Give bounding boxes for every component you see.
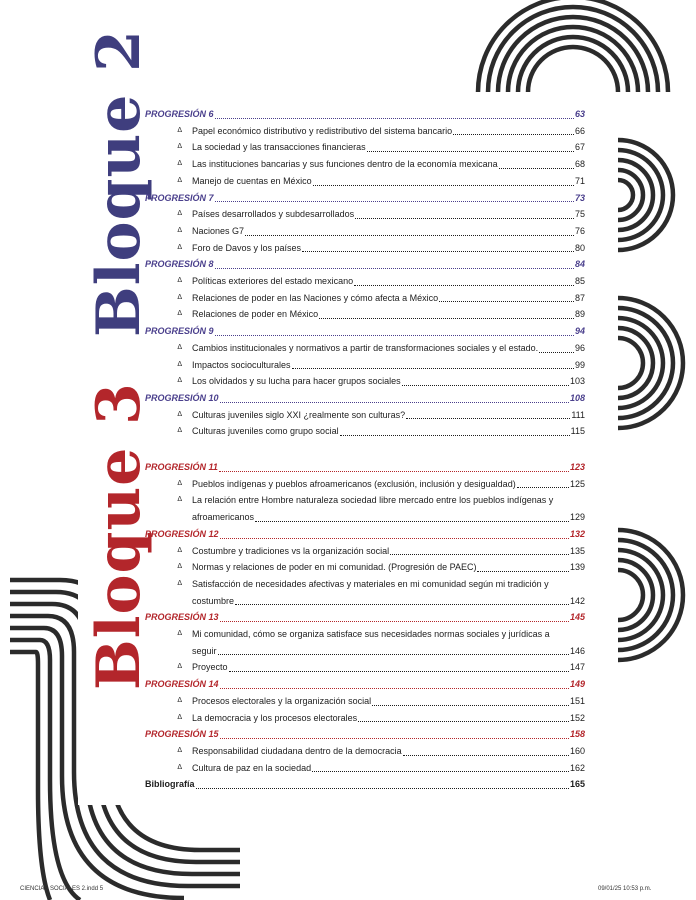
triangle-bullet-icon: Δ bbox=[177, 579, 182, 587]
toc-item[interactable]: Δ La relación entre Hombre naturaleza sociedad libre mercado entre los pueblos indígenas y afroamericanos 129 bbox=[145, 492, 585, 525]
toc-item[interactable]: Δ Culturas juveniles como grupo social 115 bbox=[145, 423, 585, 440]
block-2-title: Bloque 2 bbox=[84, 29, 154, 337]
toc-item[interactable]: Δ Procesos electorales y la organización social 151 bbox=[145, 693, 585, 710]
right-arc-stripes-3 bbox=[618, 530, 683, 660]
triangle-bullet-icon: Δ bbox=[177, 496, 182, 504]
progression-7[interactable]: PROGRESIÓN 7 73 bbox=[145, 192, 585, 203]
toc-item[interactable]: Δ Los olvidados y su lucha para hacer grupos sociales 103 bbox=[145, 373, 585, 390]
top-arch-stripes bbox=[478, 0, 668, 92]
triangle-bullet-icon: Δ bbox=[177, 563, 182, 571]
triangle-bullet-icon: Δ bbox=[177, 377, 182, 385]
bibliography-entry[interactable] bbox=[145, 776, 585, 793]
toc-item[interactable]: Δ Impactos socioculturales 99 bbox=[145, 357, 585, 374]
triangle-bullet-icon: Δ bbox=[177, 746, 182, 754]
toc-item[interactable]: Δ Culturas juveniles siglo XXI ¿realmente son culturas? 111 bbox=[145, 407, 585, 424]
toc-item[interactable]: Δ Mi comunidad, cómo se organiza satisface sus necesidades normas sociales y jurídicas a seguir 146 bbox=[145, 626, 585, 659]
triangle-bullet-icon: Δ bbox=[177, 763, 182, 771]
toc-item[interactable]: Δ Responsabilidad ciudadana dentro de la democracia 160 bbox=[145, 743, 585, 760]
triangle-bullet-icon: Δ bbox=[177, 143, 182, 151]
triangle-bullet-icon: Δ bbox=[177, 310, 182, 318]
block-2-toc bbox=[145, 106, 585, 440]
progression-8[interactable]: PROGRESIÓN 8 84 bbox=[145, 259, 585, 270]
triangle-bullet-icon: Δ bbox=[177, 546, 182, 554]
toc-item[interactable]: Δ Manejo de cuentas en México 71 bbox=[145, 173, 585, 190]
block-3-toc bbox=[145, 459, 585, 793]
triangle-bullet-icon: Δ bbox=[177, 343, 182, 351]
toc-item[interactable]: Δ Proyecto 147 bbox=[145, 659, 585, 676]
triangle-bullet-icon: Δ bbox=[177, 479, 182, 487]
toc-item[interactable]: Δ Costumbre y tradiciones vs la organización social 135 bbox=[145, 543, 585, 560]
triangle-bullet-icon: Δ bbox=[177, 410, 182, 418]
triangle-bullet-icon: Δ bbox=[177, 696, 182, 704]
toc-item[interactable]: Δ Relaciones de poder en las Naciones y cómo afecta a México 87 bbox=[145, 290, 585, 307]
toc-item[interactable]: Δ Cultura de paz en la sociedad 162 bbox=[145, 760, 585, 777]
right-arc-stripes-2 bbox=[618, 298, 683, 428]
triangle-bullet-icon: Δ bbox=[177, 293, 182, 301]
toc-item[interactable]: Δ Foro de Davos y los países 80 bbox=[145, 240, 585, 257]
triangle-bullet-icon: Δ bbox=[177, 427, 182, 435]
toc-item[interactable]: Δ Las instituciones bancarias y sus funciones dentro de la economía mexicana 68 bbox=[145, 156, 585, 173]
triangle-bullet-icon: Δ bbox=[177, 663, 182, 671]
right-arc-stripes-1 bbox=[618, 140, 673, 250]
triangle-bullet-icon: Δ bbox=[177, 210, 182, 218]
triangle-bullet-icon: Δ bbox=[177, 160, 182, 168]
toc-item[interactable]: Δ La sociedad y las transacciones financieras 67 bbox=[145, 139, 585, 156]
toc-item[interactable]: Δ Cambios institucionales y normativos a partir de transformaciones sociales y el estado. 96 bbox=[145, 340, 585, 357]
block-3-title: Bloque 3 bbox=[84, 382, 154, 690]
progression-9[interactable]: PROGRESIÓN 9 94 bbox=[145, 326, 585, 337]
toc-item[interactable]: Δ Países desarrollados y subdesarrollados 75 bbox=[145, 206, 585, 223]
triangle-bullet-icon: Δ bbox=[177, 630, 182, 638]
bibliography-page: 165 bbox=[569, 779, 585, 790]
toc-item[interactable]: Δ La democracia y los procesos electorales 152 bbox=[145, 710, 585, 727]
progression-14[interactable]: PROGRESIÓN 14 149 bbox=[145, 679, 585, 690]
progression-10[interactable]: PROGRESIÓN 10 108 bbox=[145, 392, 585, 403]
footer-file-name: CIENCIAS SOCIALES 2.indd 5 bbox=[20, 886, 104, 892]
triangle-bullet-icon: Δ bbox=[177, 360, 182, 368]
toc-item[interactable]: Δ Normas y relaciones de poder en mi comunidad. (Progresión de PAEC) 139 bbox=[145, 559, 585, 576]
toc-item[interactable]: Δ Naciones G7 76 bbox=[145, 223, 585, 240]
toc-item[interactable]: Δ Políticas exteriores del estado mexicano 85 bbox=[145, 273, 585, 290]
progression-13[interactable]: PROGRESIÓN 13 145 bbox=[145, 612, 585, 623]
toc-item[interactable]: Δ Satisfacción de necesidades afectivas y materiales en mi comunidad según mi tradición y costumbre 142 bbox=[145, 576, 585, 609]
triangle-bullet-icon: Δ bbox=[177, 176, 182, 184]
toc-item[interactable]: Δ Relaciones de poder en México 89 bbox=[145, 306, 585, 323]
progression-15[interactable]: PROGRESIÓN 15 158 bbox=[145, 729, 585, 740]
progression-6[interactable] bbox=[145, 106, 585, 123]
toc-item[interactable]: Δ Pueblos indígenas y pueblos afroamericanos (exclusión, inclusión y desigualdad) 125 bbox=[145, 476, 585, 493]
triangle-bullet-icon: Δ bbox=[177, 277, 182, 285]
progression-label: PROGRESIÓN 6 bbox=[145, 109, 214, 119]
progression-12[interactable]: PROGRESIÓN 12 132 bbox=[145, 528, 585, 539]
triangle-bullet-icon: Δ bbox=[177, 226, 182, 234]
triangle-bullet-icon: Δ bbox=[177, 713, 182, 721]
bibliography-label: Bibliografía bbox=[145, 779, 195, 790]
footer-timestamp: 09/01/25 10:53 p.m. bbox=[598, 886, 652, 892]
progression-page: 63 bbox=[574, 109, 585, 119]
toc-item[interactable]: Δ Papel económico distributivo y redistributivo del sistema bancario 66 bbox=[145, 123, 585, 140]
triangle-bullet-icon: Δ bbox=[177, 243, 182, 251]
progression-11[interactable]: PROGRESIÓN 11 123 bbox=[145, 462, 585, 472]
triangle-bullet-icon: Δ bbox=[177, 126, 182, 134]
